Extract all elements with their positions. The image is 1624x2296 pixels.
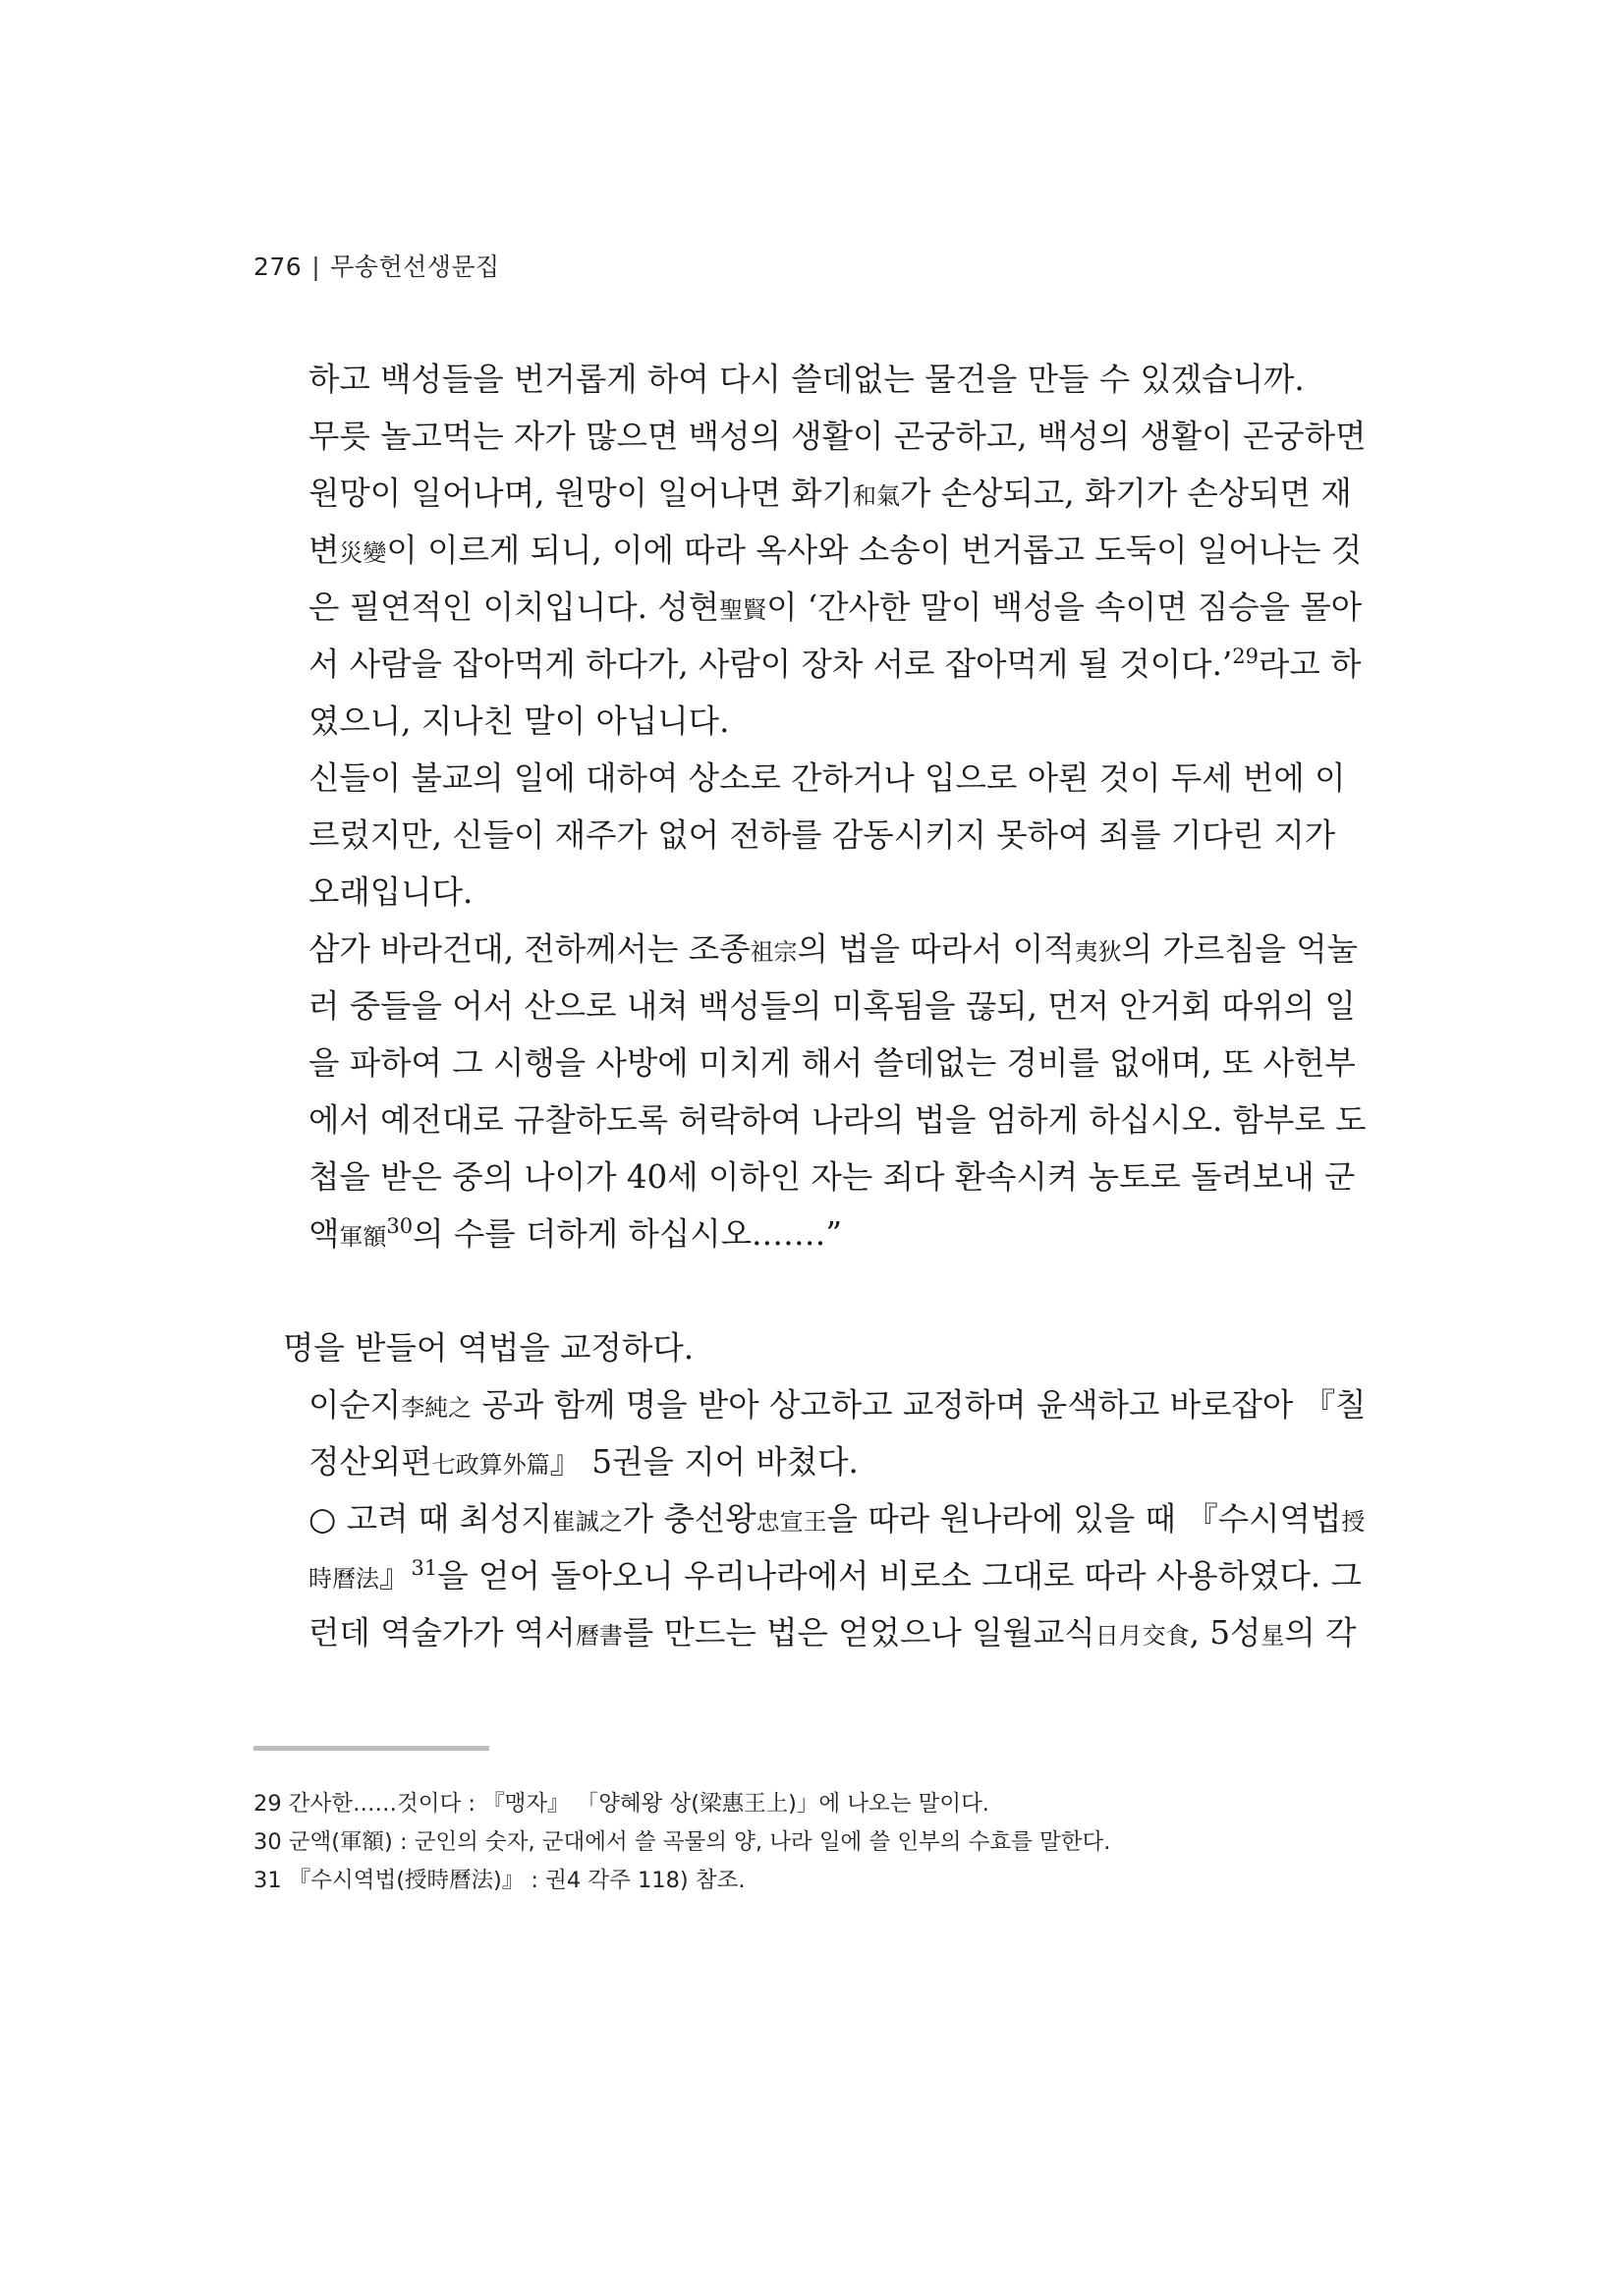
text-line: 삼가 바라건대, 전하께서는 조종祖宗의 법을 따라서 이적夷狄의 가르침을 억눌 [308,930,1359,968]
book-title: 무송헌선생문집 [330,252,500,281]
footnote-31: 31 『수시역법(授時曆法)』 : 권4 각주 118) 참조. [253,1868,746,1893]
text-line: 하고 백성들을 번거롭게 하여 다시 쓸데없는 물건을 만들 수 있겠습니까. [308,361,1305,398]
hanja-gloss: 災變 [339,539,387,567]
footnote-ref: 30 [386,1214,414,1238]
hanja-gloss: 七政算外篇 [431,1451,550,1479]
text-line: 르렀지만, 신들이 재주가 없어 전하를 감동시키지 못하여 죄를 기다린 지가 [308,816,1336,854]
text-line: 에서 예전대로 규찰하도록 허락하여 나라의 법을 엄하게 하십시오. 함부로 도 [308,1101,1367,1139]
text-line: ○ 고려 때 최성지崔誠之가 충선왕忠宣王을 따라 원나라에 있을 때 『수시역법授 [308,1500,1366,1538]
text-line: 신들이 불교의 일에 대하여 상소로 간하거나 입으로 아뢴 것이 두세 번에 이 [308,759,1346,797]
hanja-gloss: 李純之 [401,1394,473,1422]
footnote-29: 29 간사한……것이다 : 『맹자』 「양혜왕 상(梁惠王上)」에 나오는 말이다. [253,1791,989,1817]
hanja-gloss: 崔誠之 [551,1508,623,1536]
hanja-gloss: 星 [1260,1622,1285,1650]
hanja-gloss: 授 [1341,1508,1366,1536]
text-line: 액軍額$^{30}$의 수를 더하게 하십시오.……” [308,1214,843,1253]
text-line: 러 중들을 어서 산으로 내쳐 백성들의 미혹됨을 끊되, 먼저 안거회 따위의 일 [308,987,1356,1025]
text-line: 은 필연적인 이치입니다. 성현聖賢이 ‘간사한 말이 백성을 속이면 짐승을 몰아 [308,588,1363,626]
text-line: 무릇 놀고먹는 자가 많으면 백성의 생활이 곤궁하고, 백성의 생활이 곤궁하면 [308,418,1367,455]
hanja-gloss: 和氣 [852,482,900,510]
hanja-gloss: 曆書 [575,1622,623,1650]
footnote-ref: 29 [1232,644,1259,668]
header-separator: | [311,252,321,281]
text-line: 오래입니다. [308,873,474,911]
text-line: 원망이 일어나며, 원망이 일어나면 화기和氣가 손상되고, 화기가 손상되면 재 [308,475,1352,512]
hanja-gloss: 軍額 [339,1223,387,1251]
text-line: 서 사람을 잡아먹게 하다가, 사람이 장차 서로 잡아먹게 될 것이다.’$^{29}$라고 하 [308,644,1362,683]
text-line: 첩을 받은 중의 나이가 40세 이하인 자는 죄다 환속시켜 농토로 돌려보내 군 [308,1158,1356,1196]
text-line: 정산외편七政算外篇』 5권을 지어 바쳤다. [308,1443,859,1481]
text-line: 이순지李純之 공과 함께 명을 받아 상고하고 교정하며 윤색하고 바로잡아 『칠 [308,1386,1367,1424]
text-line: 時曆法』$^{31}$을 얻어 돌아오니 우리나라에서 비로소 그대로 따라 사용하였다. 그 [308,1556,1362,1595]
text-line: 였으니, 지나친 말이 아닙니다. [308,702,730,740]
text-line: 런데 역술가가 역서曆書를 만드는 법은 얻었으나 일월교식日月交食, 5성星의 각 [308,1614,1357,1652]
page-number: 276 [253,252,303,281]
section-heading: 명을 받들어 역법을 교정하다. [283,1329,695,1367]
hanja-gloss: 祖宗 [750,938,798,966]
text-line: 변災變이 이르게 되니, 이에 따라 옥사와 소송이 번거롭고 도둑이 일어나는 것 [308,532,1363,569]
footnote-divider [253,1746,489,1751]
hanja-gloss: 聖賢 [719,596,767,624]
running-header [253,248,500,283]
hanja-gloss: 時曆法 [308,1565,379,1593]
footnote-ref: 31 [411,1556,438,1580]
text-line: 을 파하여 그 시행을 사방에 미치게 해서 쓸데없는 경비를 없애며, 또 사헌부 [308,1044,1356,1082]
footnote-30: 30 군액(軍額) : 군인의 숫자, 군대에서 쓸 곡물의 양, 나라 일에 쓸 인부의 수효를 말한다. [253,1829,1111,1855]
hanja-gloss: 夷狄 [1074,938,1122,966]
hanja-gloss: 日月交食 [1094,1622,1190,1650]
hanja-gloss: 忠宣王 [756,1508,827,1536]
